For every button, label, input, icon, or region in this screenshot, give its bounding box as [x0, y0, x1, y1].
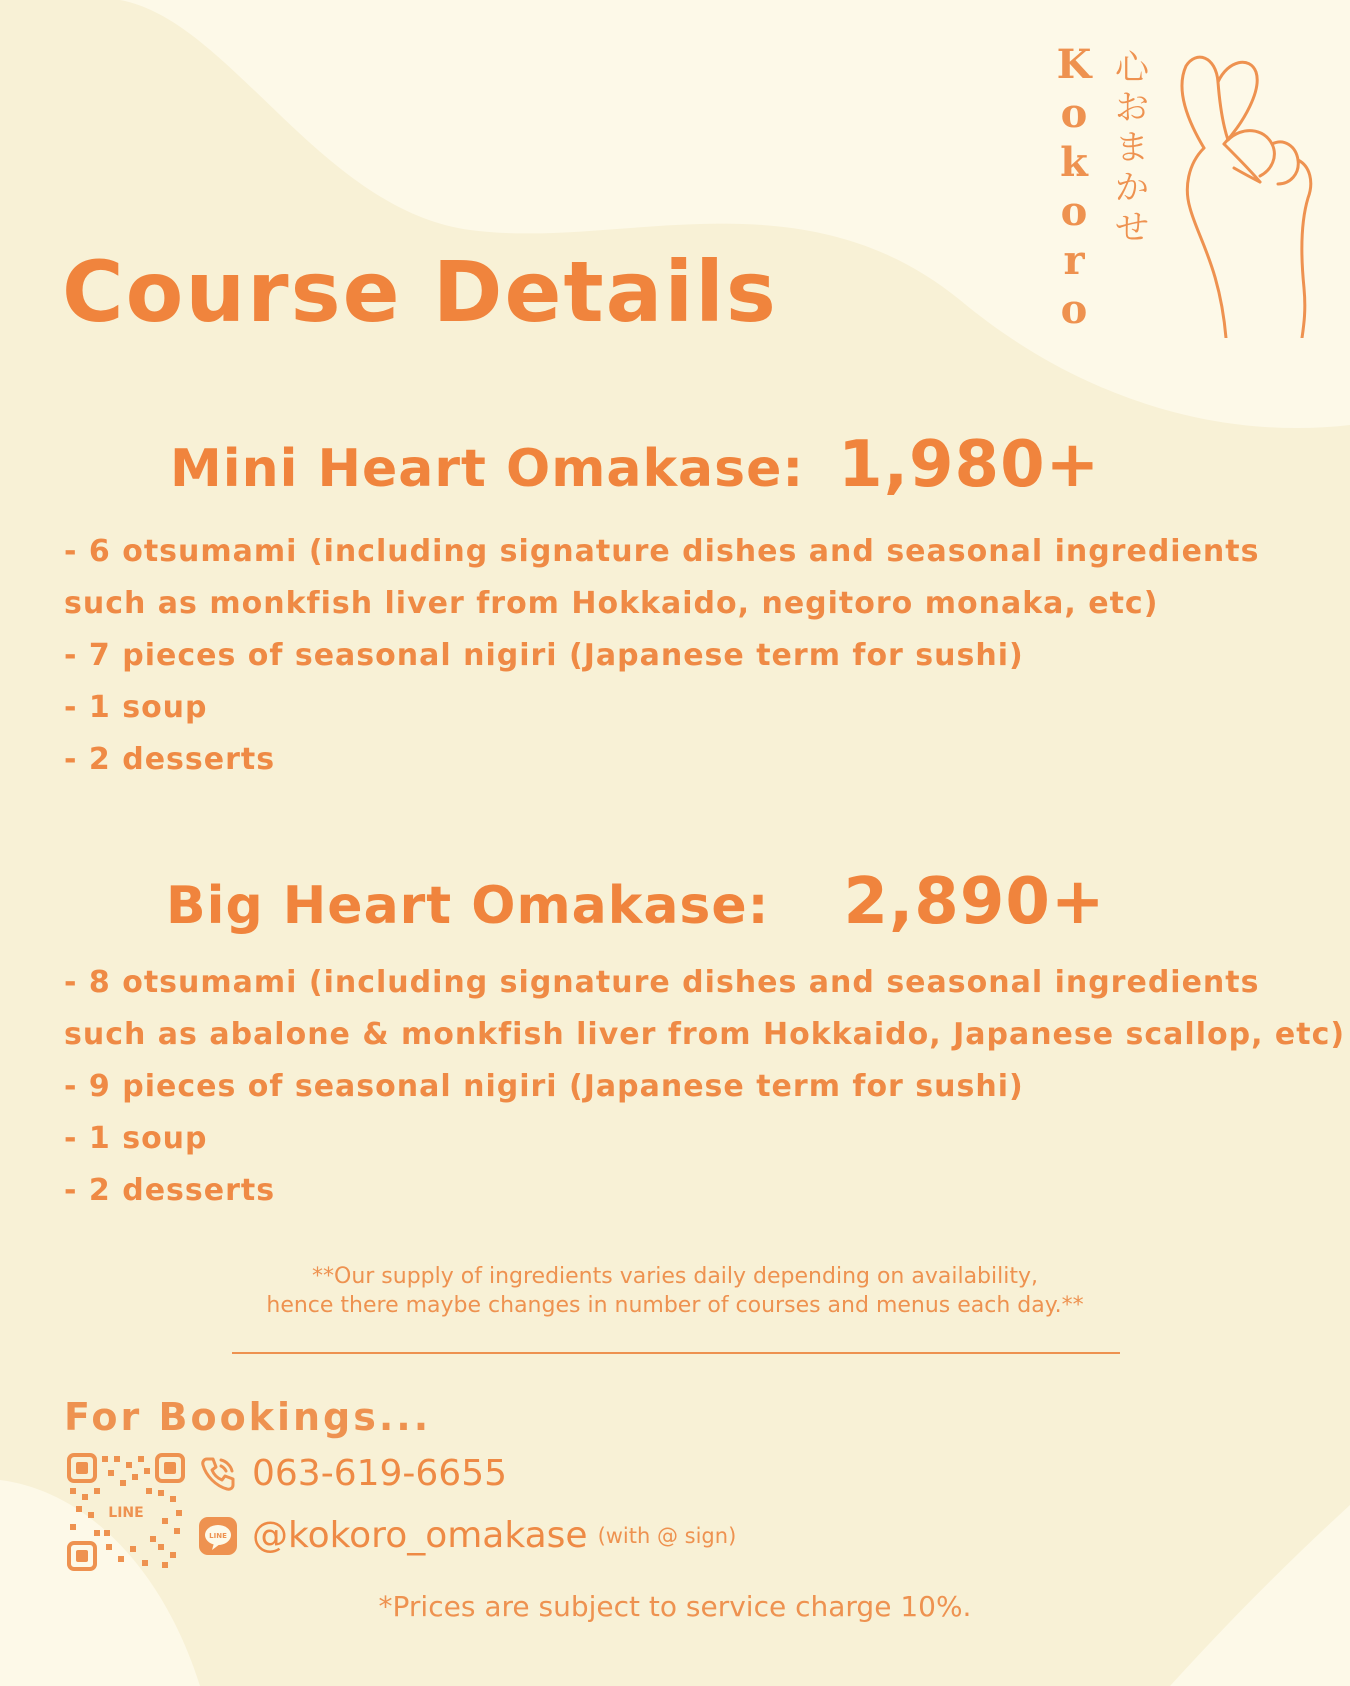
availability-note	[180, 1262, 1170, 1320]
course-title: Mini Heart Omakase:	[170, 439, 805, 499]
line-app-icon	[198, 1516, 238, 1556]
note-line: **Our supply of ingredients varies daily depending on availability,	[312, 1264, 1038, 1289]
service-charge-note: *Prices are subject to service charge 10%.	[378, 1590, 972, 1623]
list-item: such as abalone & monkfish liver from Hokkaido, Japanese scallop, etc)	[64, 1017, 1346, 1052]
course-price: 2,890+	[843, 865, 1106, 939]
brand-letter: o	[1060, 90, 1088, 137]
brand-letter: o	[1060, 286, 1088, 333]
divider	[232, 1352, 1120, 1354]
brand-japanese-vertical	[1110, 48, 1154, 248]
list-item: - 1 soup	[64, 690, 208, 725]
brand-letter: k	[1060, 139, 1088, 186]
svg-text:LINE: LINE	[209, 1532, 227, 1540]
list-item: - 2 desserts	[64, 742, 276, 777]
course-heading-big	[166, 865, 1106, 939]
course-items-big	[64, 957, 1346, 1217]
jp-letter: せ	[1115, 208, 1149, 248]
list-item: - 9 pieces of seasonal nigiri (Japanese term for sushi)	[64, 1069, 1024, 1104]
list-item: - 7 pieces of seasonal nigiri (Japanese term for sushi)	[64, 638, 1024, 673]
phone-number[interactable]: 063-619-6655	[252, 1453, 508, 1494]
brand-name-vertical	[1052, 40, 1096, 334]
jp-letter: お	[1115, 88, 1149, 128]
qr-label: LINE	[108, 1505, 144, 1521]
list-item: such as monkfish liver from Hokkaido, negitoro monaka, etc)	[64, 586, 1159, 621]
course-title: Big Heart Omakase:	[166, 876, 770, 936]
list-item: - 6 otsumami (including signature dishes and seasonal ingredients	[64, 534, 1260, 569]
line-row[interactable]	[198, 1514, 736, 1558]
note-line: hence there maybe changes in number of courses and menus each day.**	[266, 1293, 1084, 1318]
jp-letter: 心	[1115, 48, 1149, 88]
course-heading-mini	[170, 428, 1101, 502]
list-item: - 2 desserts	[64, 1173, 276, 1208]
line-hint: (with @ sign)	[597, 1524, 737, 1548]
brand-letter: r	[1063, 237, 1085, 284]
jp-letter: ま	[1115, 128, 1149, 168]
phone-icon	[198, 1454, 238, 1494]
brand-letter: o	[1060, 188, 1088, 235]
line-id[interactable]: @kokoro_omakase	[252, 1515, 588, 1556]
list-item: - 1 soup	[64, 1121, 208, 1156]
bookings-title: For Bookings...	[64, 1395, 432, 1439]
course-items-mini	[64, 526, 1334, 786]
list-item: - 8 otsumami (including signature dishes and seasonal ingredients	[64, 965, 1260, 1000]
qr-code-icon[interactable]	[66, 1452, 186, 1572]
brand-letter: K	[1056, 41, 1092, 88]
course-price: 1,980+	[838, 428, 1101, 502]
phone-row[interactable]	[198, 1452, 507, 1496]
finger-heart-hand-icon	[1168, 48, 1318, 338]
jp-letter: か	[1115, 168, 1149, 208]
page-title: Course Details	[62, 243, 778, 341]
